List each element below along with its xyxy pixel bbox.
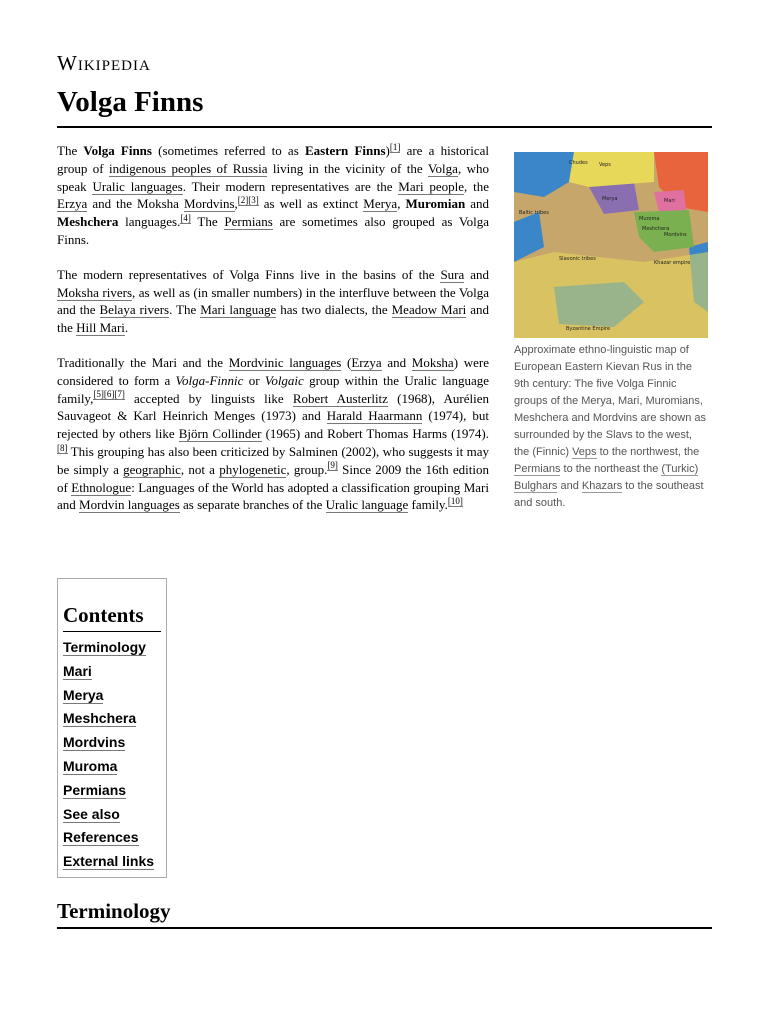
wiki-link[interactable]: Moksha: [411, 354, 454, 370]
map-label: Mordvins: [664, 232, 687, 238]
italic-term: Volgaic: [264, 372, 304, 388]
wiki-link[interactable]: indigenous peoples of Russia: [108, 160, 268, 176]
page-title: Volga Finns: [57, 86, 204, 118]
wiki-link[interactable]: Moksha rivers: [57, 284, 133, 300]
toc-item-label: Merya: [63, 686, 104, 703]
bold-term: Volga Finns: [83, 143, 152, 158]
wiki-link[interactable]: Veps: [572, 446, 597, 458]
wiki-link[interactable]: Erzya: [351, 354, 382, 370]
map-label: Slavonic tribes: [559, 256, 596, 262]
section-heading-terminology: Terminology: [57, 899, 171, 923]
toc-item-label: Permians: [63, 781, 127, 798]
toc-item[interactable]: [63, 708, 154, 732]
toc-title: Contents: [63, 603, 144, 627]
wiki-link[interactable]: Belaya rivers: [99, 302, 170, 318]
wiki-link[interactable]: Mordvinic languages: [228, 354, 342, 370]
wiki-link[interactable]: Hill Mari: [76, 320, 125, 336]
ethno-linguistic-map[interactable]: [514, 152, 708, 338]
citation: [448, 496, 463, 507]
toc-item-label: See also: [63, 805, 120, 822]
map-label: Khazar empire: [654, 260, 691, 266]
toc-item-label: Mari: [63, 662, 92, 679]
citation: [390, 142, 401, 153]
article-body: [57, 142, 489, 531]
map-label: Meshchera: [642, 226, 670, 232]
citation-link[interactable]: [10]: [447, 496, 463, 507]
map-label: Muroma: [639, 216, 660, 222]
wiki-link[interactable]: Khazars: [581, 480, 623, 492]
wiki-link[interactable]: Bulghars: [514, 480, 558, 492]
toc-item-label: Terminology: [63, 639, 146, 655]
citation-link[interactable]: [8]: [57, 442, 68, 453]
map-region-veps: [569, 152, 654, 187]
section-divider: [57, 927, 712, 929]
citation: [327, 460, 338, 471]
wiki-link[interactable]: Erzya: [57, 196, 88, 212]
citation: [238, 195, 259, 206]
wiki-link[interactable]: Uralic languages: [92, 178, 183, 194]
wiki-link[interactable]: Meadow Mari: [391, 302, 467, 318]
toc-item-label: References: [63, 829, 139, 846]
map-label: Merya: [602, 196, 618, 202]
map-label: Chudes: [569, 160, 588, 166]
citation: [93, 389, 124, 400]
toc-item[interactable]: [63, 732, 154, 756]
table-of-contents: [57, 578, 167, 878]
toc-item[interactable]: [63, 851, 154, 875]
map-caption: Approximate ethno-linguistic map of European Eastern Kievan Rus in the 9th century: The five Volga Finnic groups of the Merya, Mari, Muromians, Meshchera and Mordvins are shown as surrounded by the Slavs to the west, the (Finnic) Veps to the northwest, the Permians to the northeast the (Turkic) Bulghars and Khazars to the southeast and south.: [514, 344, 706, 509]
toc-item[interactable]: [63, 637, 154, 661]
wiki-link[interactable]: Mari people: [398, 178, 465, 194]
bold-term: Meshchera: [57, 214, 119, 230]
toc-list: [63, 637, 154, 875]
citation-link[interactable]: [4]: [180, 212, 191, 223]
toc-divider: [63, 631, 161, 632]
wiki-link[interactable]: Mari language: [200, 302, 277, 318]
wiki-link[interactable]: Robert Austerlitz: [292, 390, 388, 406]
map-label: Mari: [664, 198, 675, 204]
italic-term: Volga-Finnic: [175, 372, 244, 388]
bold-term: Eastern Finns: [304, 143, 386, 158]
toc-item[interactable]: [63, 804, 154, 828]
wiki-link[interactable]: Permians: [514, 463, 561, 475]
toc-item[interactable]: [63, 780, 154, 804]
paragraph-2: The modern representatives of Volga Finns live in the basins of the Sura and Moksha rivers, as well as (in smaller numbers) in the interfluve between the Volga and the Belaya rivers. The Mari language has two dialects, the Meadow Mari and the Hill Mari.: [57, 266, 489, 336]
wiki-link[interactable]: Mordvin languages: [79, 497, 180, 513]
wiki-link[interactable]: Merya: [363, 196, 398, 212]
citation-link[interactable]: [1]: [389, 141, 401, 152]
map-label: Baltic tribes: [519, 210, 549, 216]
wiki-link[interactable]: Ethnologue: [71, 479, 132, 495]
wiki-link[interactable]: (Turkic): [661, 463, 699, 475]
citation-link[interactable]: [2][3]: [237, 195, 259, 206]
toc-item-label: Meshchera: [63, 710, 137, 727]
paragraph-3: Traditionally the Mari and the Mordvinic languages (Erzya and Moksha) were considered to form a Volga-Finnic or Volgaic group within the Uralic language family,[5][6][7] accepted by linguists like Robert Austerlitz (1968), Aurélien Sauvageot & Karl Heinrich Menges (1973) and Harald Haarmann (1974), but rejected by others like Björn Collinder (1965) and Robert Thomas Harms (1974).[8] This grouping has also been criticized by Salminen (2002), who suggests it may be simply a geographic, not a phylogenetic, group.[9] Since 2009 the 16th edition of Ethnologue: Languages of the World has adopted a classification grouping Mari and Mordvin languages as separate branches of the Uralic language family.[10]: [57, 354, 490, 513]
wiki-link[interactable]: Mordvins: [183, 196, 235, 212]
paragraph-1: The Volga Finns (sometimes referred to as Eastern Finns)[1] are a historical group of indigenous peoples of Russia living in the vicinity of the Volga, who speak Uralic languages. Their modern representatives are the Mari people, the Erzya and the Moksha Mordvins,[2][3] as well as extinct Merya, Muromian and Meshchera languages.[4] The Permians are sometimes also grouped as Volga Finns.: [57, 141, 490, 247]
toc-item-label: External links: [63, 853, 155, 870]
map-label: Veps: [599, 162, 611, 168]
toc-item[interactable]: [63, 756, 154, 780]
wiki-link[interactable]: geographic: [123, 461, 181, 477]
map-label: Byzantine Empire: [566, 326, 611, 332]
toc-item-label: Muroma: [63, 757, 118, 774]
wiki-link[interactable]: Permians: [224, 214, 273, 230]
wiki-link[interactable]: Harald Haarmann: [326, 408, 423, 424]
citation-link[interactable]: [5][6][7]: [93, 389, 125, 400]
citation: [57, 443, 68, 454]
wiki-link[interactable]: Uralic language: [325, 497, 409, 513]
toc-item[interactable]: [63, 661, 154, 685]
citation: [180, 213, 191, 224]
citation-link[interactable]: [9]: [327, 460, 338, 471]
wikipedia-logo[interactable]: Wikipedia: [57, 51, 151, 75]
toc-item[interactable]: [63, 685, 154, 709]
bold-term: Muromian: [405, 196, 466, 212]
wiki-link[interactable]: Björn Collinder: [178, 426, 262, 442]
toc-item[interactable]: [63, 827, 154, 851]
toc-item-label: Mordvins: [63, 734, 126, 751]
wiki-link[interactable]: Sura: [440, 266, 465, 282]
wiki-link[interactable]: phylogenetic: [219, 461, 287, 477]
wiki-link[interactable]: Volga: [427, 160, 458, 176]
map-figure: [514, 152, 709, 512]
title-divider: [57, 126, 712, 128]
